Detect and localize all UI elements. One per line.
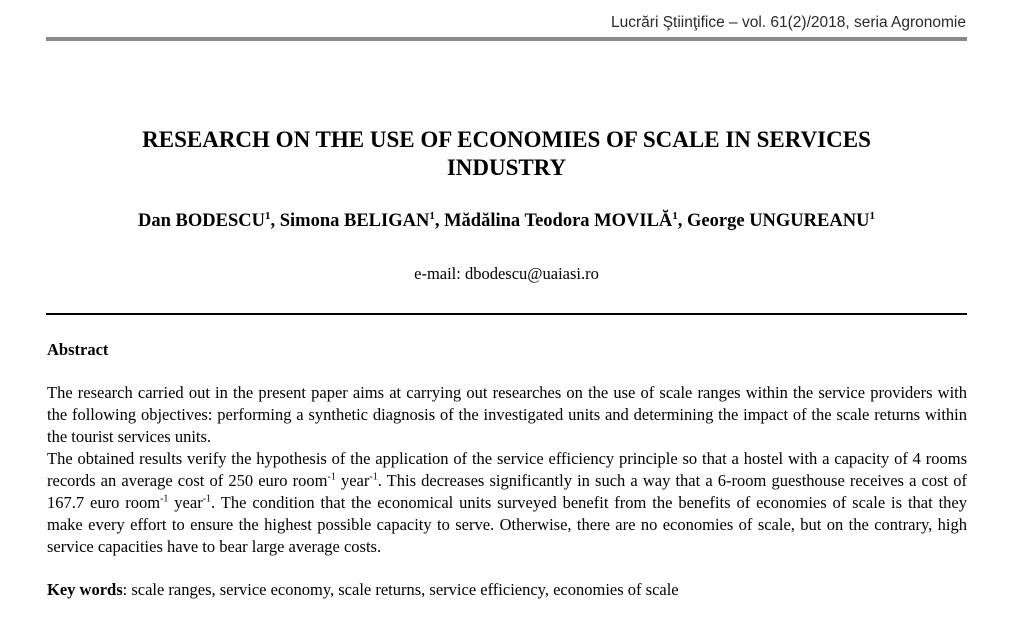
exponent: -1 — [327, 471, 336, 483]
exponent: -1 — [202, 493, 212, 505]
title-line-2: INDUSTRY — [446, 155, 567, 180]
abstract-paragraph-2 — [47, 448, 967, 558]
author-affiliation: 1 — [672, 210, 678, 222]
author-affiliation: 1 — [265, 210, 271, 222]
author-name: Mădălina Teodora MOVILĂ — [444, 211, 673, 232]
author-name: Simona BELIGAN — [279, 211, 430, 232]
abstract-text: year — [168, 493, 203, 512]
contact-email: e-mail: dbodescu@uaiasi.ro — [414, 264, 599, 283]
keywords-label: Key words — [47, 580, 123, 599]
author-list: Dan BODESCU$^1$, Simona BELIGAN$^1$, Mădălina Teodora MOVILĂ$^1$, George UNGUREANU$^1$ — [138, 210, 875, 232]
abstract-text: The obtained results verify the hypothesis of the application of the service efficiency principle so that a hostel with a capacity of 4 rooms records an average cost of 250 euro room — [47, 449, 967, 490]
abstract-heading: Abstract — [47, 340, 109, 359]
keywords-line — [47, 580, 967, 600]
journal-header: Lucrări Ştiinţifice – vol. 61(2)/2018, seria Agronomie — [611, 14, 966, 31]
header-rule — [46, 37, 967, 41]
section-rule — [46, 313, 967, 315]
paper-title — [46, 126, 967, 182]
abstract-text: . This decreases significantly in such a way that a 6-room guesthouse receives a cost of 167.7 euro room — [47, 471, 967, 512]
exponent: -1 — [369, 471, 378, 483]
exponent: -1 — [160, 493, 169, 505]
author-name: Dan BODESCU — [138, 211, 265, 232]
abstract-text: . The condition that the economical units surveyed benefit from the benefits of economies of scale is that they make every effort to ensure the highest possible capacity to serve. Otherwise, there are no economies of scale, but on the contrary, high service capacities have to bear large average costs. — [47, 493, 967, 556]
abstract-paragraph-1: The research carried out in the present paper aims at carrying out researches on the use of scale ranges within the service providers with the following objectives: performing a synthetic diagnosis of the investigated units and determining the impact of the scale returns within the tourist services units. — [47, 383, 967, 446]
abstract-body — [47, 382, 967, 558]
keywords-text: : scale ranges, service economy, scale returns, service efficiency, economies of scale — [122, 580, 679, 599]
title-line-1: RESEARCH ON THE USE OF ECONOMIES OF SCALE IN SERVICES — [142, 127, 871, 152]
author-affiliation: 1 — [429, 210, 435, 222]
author-affiliation: 1 — [869, 210, 875, 222]
abstract-text: year — [335, 471, 370, 490]
author-name: George UNGUREANU — [687, 211, 870, 232]
